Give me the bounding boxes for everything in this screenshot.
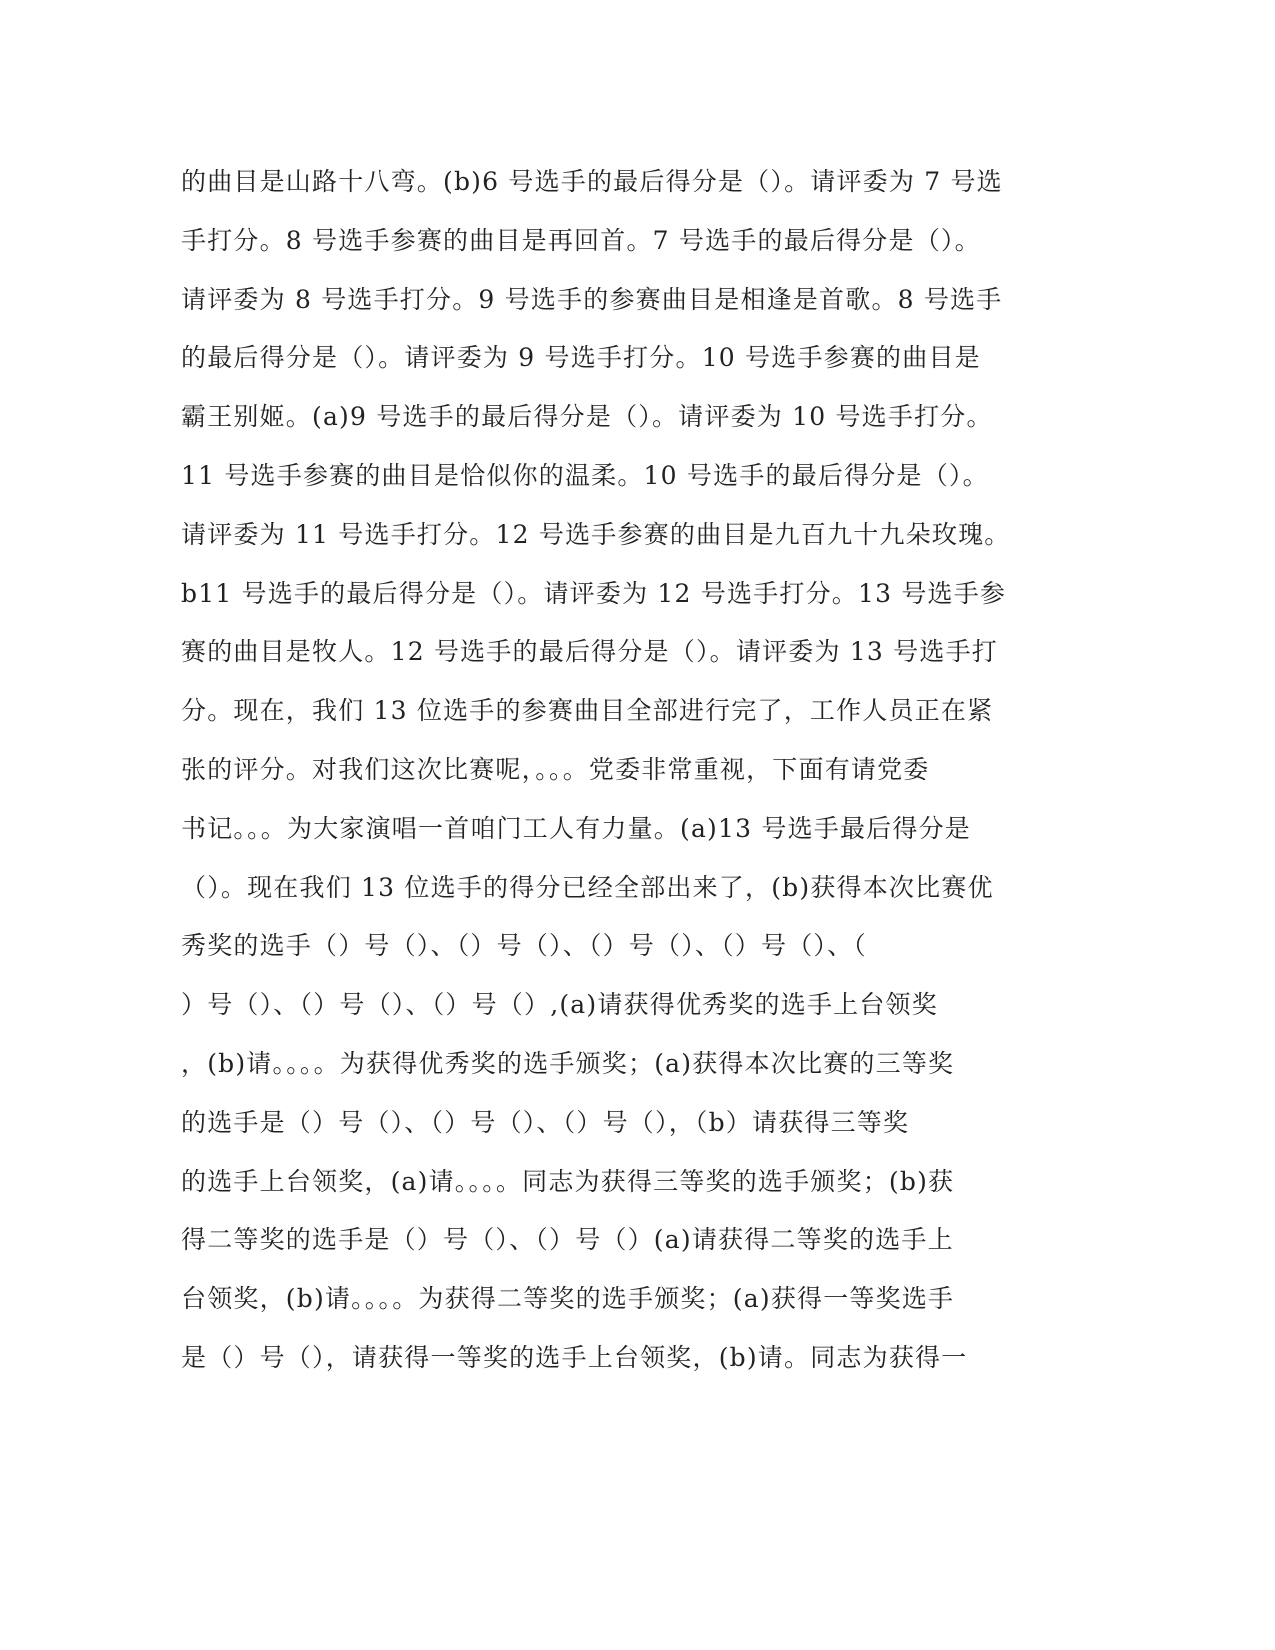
text-line: 请评委为 11 号选手打分。12 号选手参赛的曲目是九百九十九朵玫瑰。 <box>181 519 1011 549</box>
text-line: 的选手是（）号（）、（）号（）、（）号（），（b）请获得三等奖 <box>181 1107 910 1137</box>
text-line: 霸王别姬。(a)9 号选手的最后得分是（）。请评委为 10 号选手打分。 <box>181 402 993 432</box>
text-line: 是（）号（），请获得一等奖的选手上台领奖，(b)请。同志为获得一 <box>181 1342 968 1372</box>
text-line: 的最后得分是（）。请评委为 9 号选手打分。10 号选手参赛的曲目是 <box>181 343 981 373</box>
body-text <box>181 153 1041 1388</box>
text-line: 张的评分。对我们这次比赛呢，。。。党委非常重视，下面有请党委 <box>181 754 930 784</box>
text-line: 的选手上台领奖，(a)请。。。。同志为获得三等奖的选手颁奖；(b)获 <box>181 1166 955 1196</box>
text-line: 赛的曲目是牧人。12 号选手的最后得分是（）。请评委为 13 号选手打 <box>181 637 998 667</box>
text-line: 手打分。8 号选手参赛的曲目是再回首。7 号选手的最后得分是（）。 <box>181 225 981 255</box>
text-line: 分。现在，我们 13 位选手的参赛曲目全部进行完了，工作人员正在紧 <box>181 696 994 726</box>
text-line: 得二等奖的选手是（）号（）、（）号（）(a)请获得二等奖的选手上 <box>181 1225 954 1255</box>
text-line: ，(b)请。。。。为获得优秀奖的选手颁奖；(a)获得本次比赛的三等奖 <box>181 1048 955 1078</box>
text-line: ）号（）、（）号（）、（）号（）,(a)请获得优秀奖的选手上台领奖 <box>181 990 938 1020</box>
text-line: b11 号选手的最后得分是（）。请评委为 12 号选手打分。13 号选手参 <box>181 578 1007 608</box>
text-line: 的曲目是山路十八弯。(b)6 号选手的最后得分是（）。请评委为 7 号选 <box>181 167 1003 196</box>
text-line: 秀奖的选手（）号（）、（）号（）、（）号（）、（）号（）、（ <box>181 931 868 961</box>
text-line: 11 号选手参赛的曲目是恰似你的温柔。10 号选手的最后得分是（）。 <box>181 460 989 490</box>
text-line: 书记。。。为大家演唱一首咱门工人有力量。(a)13 号选手最后得分是 <box>181 813 971 843</box>
text-line: （）。现在我们 13 位选手的得分已经全部出来了，(b)获得本次比赛优 <box>181 872 994 902</box>
text-line: 台领奖，(b)请。。。。为获得二等奖的选手颁奖；(a)获得一等奖选手 <box>181 1284 955 1314</box>
text-line: 请评委为 8 号选手打分。9 号选手的参赛曲目是相逢是首歌。8 号选手 <box>181 284 1003 314</box>
